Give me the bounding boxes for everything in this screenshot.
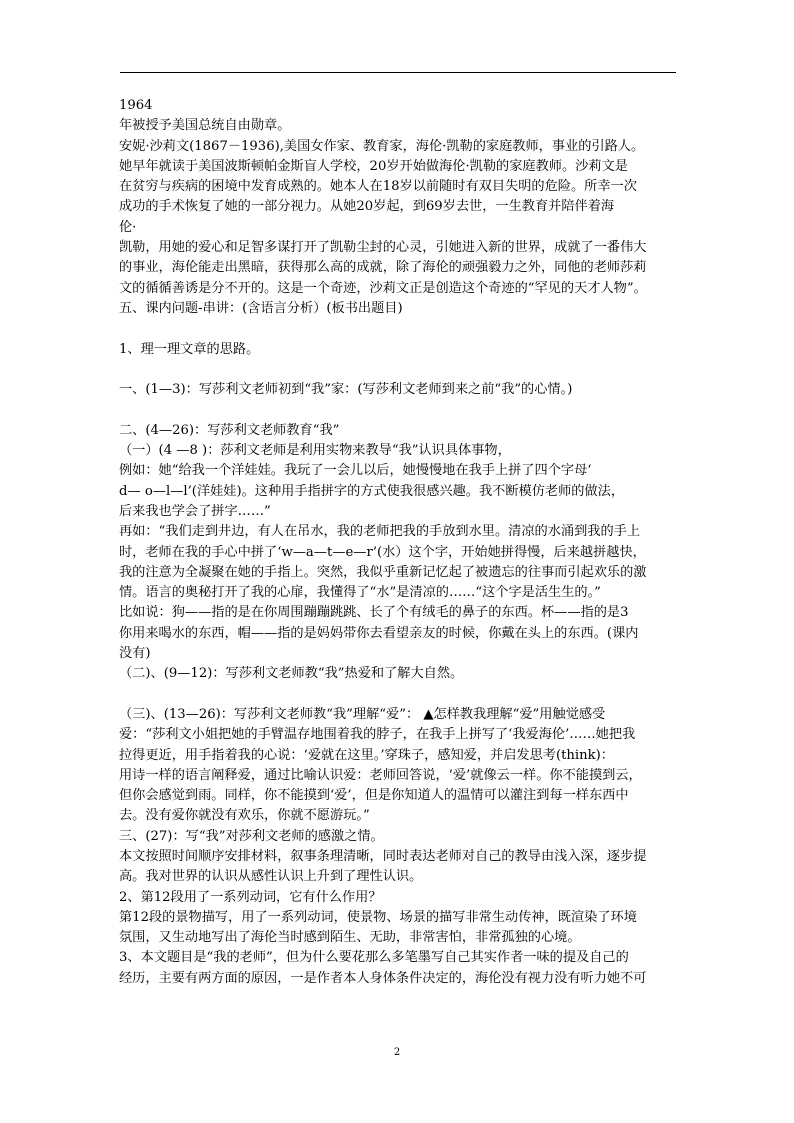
text-line: 氛围，又生动地写出了海伦当时感到陌生、无助，非常害怕，非常孤独的心境。 (119, 930, 581, 946)
text-line: 1964 (119, 98, 153, 113)
text-line: 在贫穷与疾病的困境中发育成熟的。她本人在18岁以前随时有双目失明的危险。所幸一次 (119, 179, 637, 195)
text-line: （二)、(9—12)：写莎利文老师教“我”热爱和了解大自然。 (119, 666, 464, 682)
text-line: 3、本文题目是“我的老师”，但为什么要花那么多笔墨写自己其实作者一味的提及自己的 (119, 950, 629, 966)
text-line: 经历，主要有两方面的原因，一是作者本人身体条件决定的，海伦没有视力没有听力她不可 (119, 970, 647, 986)
text-line: 五、课内问题-串讲：(含语言分析）(板书出题目) (119, 300, 403, 316)
text-line: 第12段的景物描写，用了一系列动词，使景物、场景的描写非常生动传神，既渲染了环境 (119, 909, 637, 925)
text-line: 没有) (119, 646, 151, 662)
text-line: 比如说：狗——指的是在你周围蹦蹦跳跳、长了个有绒毛的鼻子的东西。杯——指的是3 (119, 605, 629, 621)
text-line: 但你会感觉到雨。同样，你不能摸到‘爱’，但是你知道人的温情可以灌注到每一样东西中 (119, 788, 629, 804)
text-line: 爱：“莎利文小姐把她的手臂温存地围着我的脖子，在我手上拼写了‘我爱海伦’……她把我 (119, 727, 636, 743)
text-line: 成功的手术恢复了她的一部分视力。从她20岁起，到69岁去世，一生教育并陪伴着海 (119, 199, 615, 215)
text-line (119, 319, 679, 339)
text-line: 本文按照时间顺序安排材料，叙事条理清晰，同时表达老师对自己的教导由浅入深，逐步提 (119, 848, 647, 864)
text-line: 用诗一样的语言阐释爱，通过比喻认识爱：老师回答说，‘爱’就像云一样。你不能摸到云， (119, 767, 642, 783)
text-line: （三)、(13—26)：写莎利文老师教“我”理解“爱”： ▲怎样教我理解“爱”用触觉感受 (119, 706, 606, 722)
text-line: d— o—l—l’(洋娃娃)。这种用手指拼字的方式使我很感兴趣。我不断模仿老师的做法， (119, 483, 625, 499)
text-line: 一、(1—3)：写莎利文老师初到“我”家：(写莎利文老师到来之前“我”的心情。) (119, 382, 573, 398)
text-line: 高。我对世界的认识从感性认识上升到了理性认识。 (119, 869, 423, 885)
text-line: 后来我也学会了拼字……” (119, 503, 271, 519)
text-line: 1、理一理文章的思路。 (119, 341, 260, 357)
text-line: 的事业，海伦能走出黑暗，获得那么高的成就，除了海伦的顽强毅力之外，同他的老师莎莉 (119, 260, 647, 276)
text-line (119, 360, 679, 380)
text-line: 我的注意为全凝聚在她的手指上。突然，我似乎重新记忆起了被遗忘的往事而引起欢乐的激 (119, 564, 647, 580)
header-rule (120, 72, 676, 73)
text-line: 凯勒，用她的爱心和足智多谋打开了凯勒尘封的心灵，引她进入新的世界，成就了一番伟大 (119, 240, 647, 256)
text-line: 去。没有爱你就没有欢乐，你就不愿游玩。” (119, 808, 370, 824)
text-line: 三、(27)：写“我”对莎利文老师的感激之情。 (119, 828, 384, 844)
text-line: 文的循循善诱是分不开的。这是一个奇迹，沙莉文正是创造这个奇迹的“罕见的天才人物”。 (119, 280, 647, 296)
document-body (119, 96, 679, 989)
text-line: 2、第12段用了一系列动词，它有什么作用？ (119, 889, 382, 905)
text-line: 她早年就读于美国波斯顿帕金斯盲人学校，20岁开始做海伦·凯勒的家庭教师。沙莉文是 (119, 158, 628, 174)
text-line (119, 400, 679, 420)
text-line: 再如：“我们走到井边，有人在吊水，我的老师把我的手放到水里。清凉的水涌到我的手上 (119, 524, 641, 540)
text-line: （一）(4 —8 )：莎利文老师是利用实物来教导“我”认识具体事物， (119, 443, 511, 459)
text-line: 伦· (119, 219, 137, 235)
page-number: 2 (393, 1047, 401, 1058)
text-line (119, 685, 679, 705)
text-line: 安妮·沙莉文(1867－1936),美国女作家、教育家，海伦·凯勒的家庭教师，事业的引路人。 (119, 138, 645, 154)
text-line: 例如：她“给我一个洋娃娃。我玩了一会儿以后，她慢慢地在我手上拼了四个字母‘ (119, 463, 592, 479)
text-line: 年被授予美国总统自由勋章。 (119, 118, 291, 134)
text-line: 拉得更近，用手指着我的心说：‘爱就在这里。’穿珠子，感知爱，并启发思考(think)： (119, 747, 614, 763)
text-line: 时，老师在我的手心中拼了‘w—a—t—e—r’(水）这个字，开始她拼得慢，后来越拼越快， (119, 544, 646, 560)
text-line: 你用来喝水的东西，帽——指的是妈妈带你去看望亲友的时候，你戴在头上的东西。(课内 (119, 625, 639, 641)
text-line: 二、(4—26)：写莎利文老师教育“我” (119, 422, 340, 438)
text-line: 情。语言的奥秘打开了我的心扉，我懂得了“水”是清凉的……“这个字是活生生的。” (119, 585, 601, 601)
